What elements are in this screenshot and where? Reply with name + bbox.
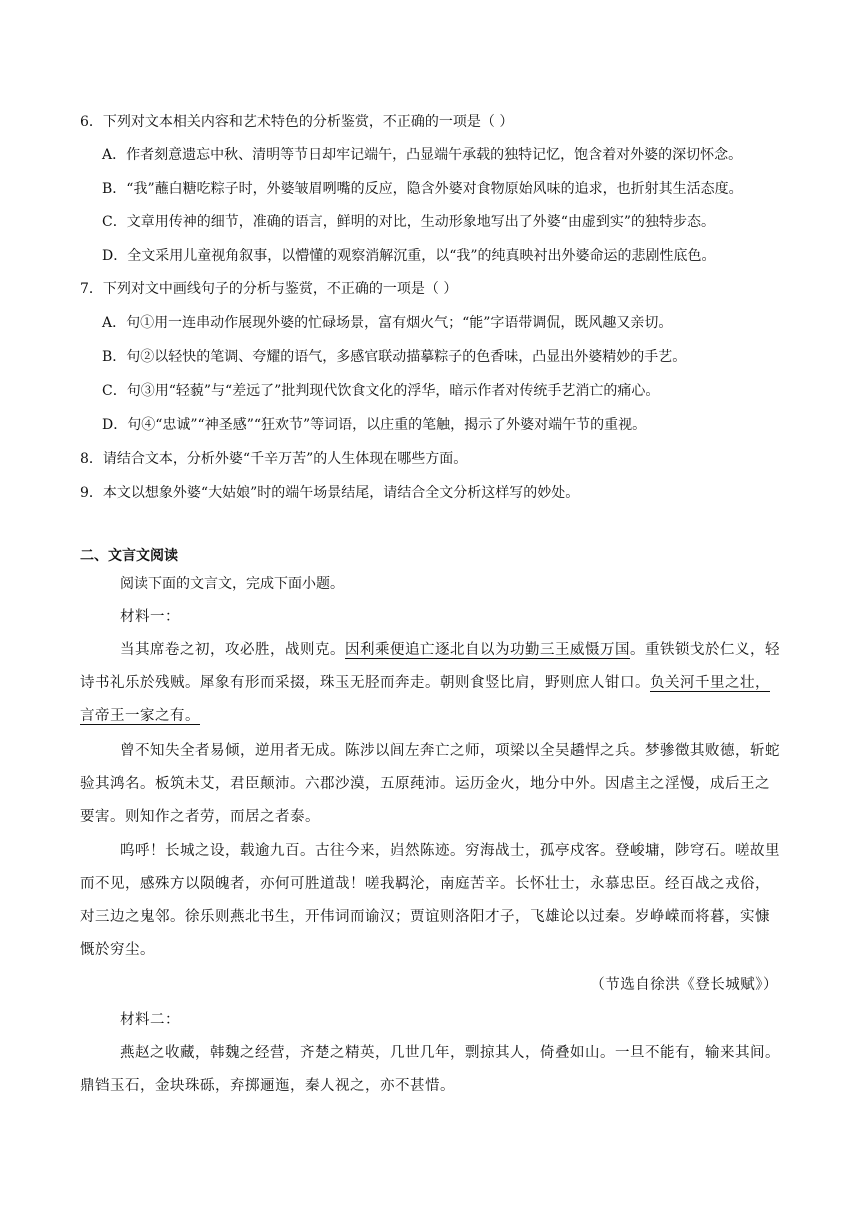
- passage-3-line-1: 呜呼！长城之设，载逾九百。古往今来，岿然陈迹。穷海战士，孤亭戍客。登峻墉，陟穹石。嗟故里: [120, 843, 780, 859]
- underlined-sentence-2: 负关河千里之壮，: [650, 675, 770, 691]
- passage-4-line-2: 鼎铛玉石，金块珠砾，弃掷逦迤，秦人视之，亦不甚惜。: [80, 1078, 455, 1094]
- section-2-instruction: 阅读下面的文言文，完成下面小题。: [120, 576, 344, 592]
- question-6-option-a: A．作者刻意遗忘中秋、清明等节日却牢记端午，凸显端午承载的独特记忆，饱含着对外婆的深切怀念。: [102, 147, 743, 163]
- material-1-label: 材料一：: [120, 609, 180, 625]
- passage-2-line-2: 验其鸿名。板筑未艾，君臣颠沛。六郡沙漠，五原莼沛。运历金火，地分中外。因虐主之淫慢，成后王之: [80, 776, 770, 792]
- question-6-option-d: D．全文采用儿童视角叙事，以懵懂的观察消解沉重，以“我”的纯真映衬出外婆命运的悲剧性底色。: [102, 248, 716, 264]
- question-6-stem: 6．下列对文本相关内容和艺术特色的分析鉴赏，不正确的一项是（ ）: [80, 114, 514, 130]
- passage-1-text: 。重铁锁戈於仁义，轻: [630, 642, 780, 658]
- passage-1-text: 当其席卷之初，攻必胜，战则克。: [120, 642, 345, 658]
- passage-2-line-3: 要害。则知作之者劳，而居之者泰。: [80, 809, 320, 825]
- passage-2-line-1: 曾不知失全者易倾，逆用者无成。陈涉以闾左奔亡之师，项梁以全吴趫悍之兵。梦骖徵其败德，斩蛇: [120, 743, 780, 759]
- section-2-title: 二、文言文阅读: [80, 548, 178, 564]
- passage-1-line-1: [120, 640, 780, 660]
- passage-3-line-2: 而不见，感殊方以陨魄者，亦何可胜道哉！嗟我羁沦，南庭苦辛。长怀壮士，永慕忠臣。经百战之戎俗，: [80, 876, 770, 892]
- question-8: 8．请结合文本，分析外婆“千辛万苦”的人生体现在哪些方面。: [80, 451, 468, 467]
- passage-1-text: 诗书礼乐於残贼。犀象有形而采掇，珠玉无胫而奔走。朝则食竖比肩，野则庶人钳口。: [80, 675, 650, 691]
- question-7-stem: 7．下列对文中画线句子的分析与鉴赏，不正确的一项是（ ）: [80, 281, 458, 297]
- source-attribution: （节选自徐洪《登长城赋》）: [590, 977, 778, 993]
- underlined-sentence-1: 因利乘便追亡逐北自以为功勤三王威慑万国: [345, 642, 630, 658]
- underlined-sentence-2-cont: 言帝王一家之有。: [80, 708, 200, 724]
- passage-1-line-3: [80, 706, 200, 726]
- question-7-option-a: A．句①用一连串动作展现外婆的忙碌场景，富有烟火气；“能”字语带调侃，既风趣又亲切。: [102, 315, 673, 331]
- passage-3-line-4: 慨於穷尘。: [80, 942, 155, 958]
- question-6-option-b: B．“我”蘸白糖吃粽子时，外婆皱眉咧嘴的反应，隐含外婆对食物原始风味的追求，也折射其生活态度。: [102, 181, 743, 197]
- question-7-option-b: B．句②以轻快的笔调、夸耀的语气，多感官联动描摹粽子的色香味，凸显出外婆精妙的手艺。: [102, 349, 687, 365]
- passage-1-line-2: [80, 673, 770, 693]
- passage-4-line-1: 燕赵之收藏，韩魏之经营，齐楚之精英，几世几年，剽掠其人，倚叠如山。一旦不能有，输来其间。: [120, 1045, 780, 1061]
- question-7-option-d: D．句④“忠诚”“神圣感”“狂欢节”等词语，以庄重的笔触，揭示了外婆对端午节的重视。: [102, 417, 647, 433]
- question-6-option-c: C．文章用传神的细节，准确的语言，鲜明的对比，生动形象地写出了外婆“由虚到实”的独特步态。: [102, 214, 716, 230]
- question-9: 9．本文以想象外婆“大姑娘”时的端午场景结尾，请结合全文分析这样写的妙处。: [80, 485, 580, 501]
- passage-3-line-3: 对三边之鬼邻。徐乐则燕北书生，开伟词而谕汉；贾谊则洛阳才子，飞雄论以过秦。岁峥嵘而将暮，实慷: [80, 909, 770, 925]
- material-2-label: 材料二：: [120, 1012, 180, 1028]
- question-7-option-c: C．句③用“轻藐”与“差远了”批判现代饮食文化的浮华，暗示作者对传统手艺消亡的痛心。: [102, 383, 660, 399]
